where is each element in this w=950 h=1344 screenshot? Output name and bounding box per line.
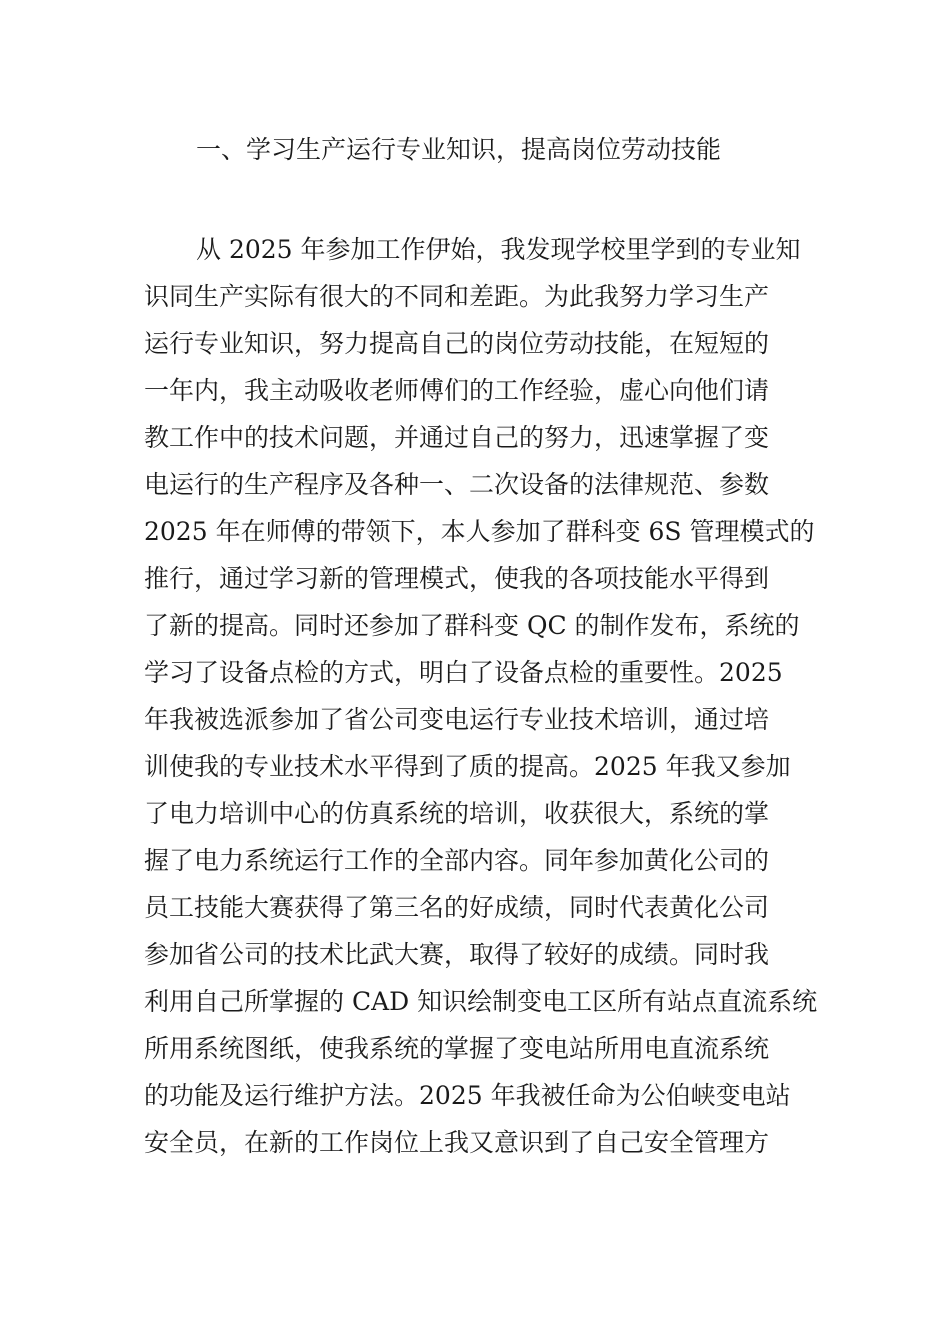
- paragraph-line: 员工技能大赛获得了第三名的好成绩，同时代表黄化公司: [144, 893, 770, 922]
- paragraph-line: 的功能及运行维护方法。2025 年我被任命为公伯峡变电站: [144, 1081, 791, 1110]
- paragraph-line: 电运行的生产程序及各种一、二次设备的法律规范、参数: [144, 470, 770, 499]
- paragraph-line: 识同生产实际有很大的不同和差距。为此我努力学习生产: [144, 282, 770, 311]
- paragraph-line: 运行专业知识，努力提高自己的岗位劳动技能，在短短的: [144, 329, 770, 358]
- paragraph-line: 所用系统图纸，使我系统的掌握了变电站所用电直流系统: [144, 1034, 770, 1063]
- paragraph-line: 教工作中的技术问题，并通过自己的努力，迅速掌握了变: [144, 423, 770, 452]
- paragraph-line: 参加省公司的技术比武大赛，取得了较好的成绩。同时我: [144, 940, 770, 969]
- paragraph-line: 推行，通过学习新的管理模式，使我的各项技能水平得到: [144, 564, 770, 593]
- paragraph-line: 2025 年在师傅的带领下，本人参加了群科变 6S 管理模式的: [144, 517, 815, 546]
- paragraph-line: 安全员，在新的工作岗位上我又意识到了自己安全管理方: [144, 1128, 770, 1157]
- paragraph-line: 年我被选派参加了省公司变电运行专业技术培训，通过培: [144, 705, 770, 734]
- paragraph-line: 握了电力系统运行工作的全部内容。同年参加黄化公司的: [144, 846, 770, 875]
- paragraph-line: 利用自己所掌握的 CAD 知识绘制变电工区所有站点直流系统: [144, 987, 818, 1016]
- body-paragraph: [144, 226, 824, 1166]
- paragraph-line: 训使我的专业技术水平得到了质的提高。2025 年我又参加: [144, 752, 791, 781]
- paragraph-line: 学习了设备点检的方式，明白了设备点检的重要性。2025: [144, 658, 783, 687]
- paragraph-line: 一年内，我主动吸收老师傅们的工作经验，虚心向他们请: [144, 376, 770, 405]
- paragraph-line: 从 2025 年参加工作伊始，我发现学校里学到的专业知: [196, 235, 801, 264]
- section-heading: 一、学习生产运行专业知识，提高岗位劳动技能: [196, 135, 722, 164]
- paragraph-line: 了新的提高。同时还参加了群科变 QC 的制作发布，系统的: [144, 611, 800, 640]
- paragraph-line: 了电力培训中心的仿真系统的培训，收获很大，系统的掌: [144, 799, 770, 828]
